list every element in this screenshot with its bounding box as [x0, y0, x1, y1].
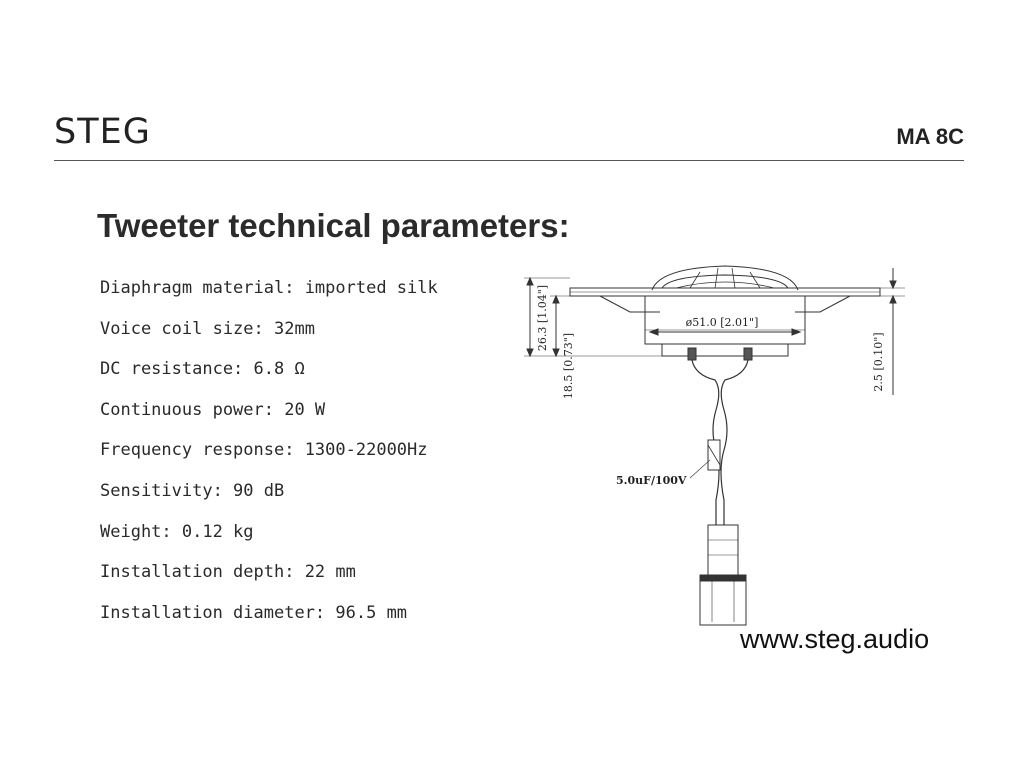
spec-voice-coil: Voice coil size: 32mm	[100, 318, 315, 339]
capacitor-label: 5.0uF/100V	[616, 474, 687, 487]
spec-sensitivity: Sensitivity: 90 dB	[100, 480, 285, 501]
spec-diameter: Installation diameter: 96.5 mm	[100, 602, 408, 623]
page-title: Tweeter technical parameters:	[97, 207, 570, 244]
tweeter-base	[662, 344, 788, 356]
spec-frequency: Frequency response: 1300-22000Hz	[100, 440, 428, 461]
spec-power: Continuous power: 20 W	[100, 399, 326, 420]
connector-housing	[708, 525, 738, 575]
spec-list	[100, 276, 438, 641]
model-name: MA 8C	[896, 124, 964, 149]
spec-weight: Weight: 0.12 kg	[100, 521, 254, 542]
website-url: www.steg.audio	[740, 624, 930, 654]
spec-depth: Installation depth: 22 mm	[100, 562, 356, 583]
brand-logo: STEG	[54, 112, 151, 152]
connector-plug	[700, 575, 746, 625]
dim-overall-height: 26.3 [1.04"]	[536, 284, 549, 352]
spec-diaphragm: Diaphragm material: imported silk	[100, 278, 438, 298]
dim-flange: 2.5 [0.10"]	[872, 332, 885, 392]
dome-outline	[652, 266, 798, 290]
wire-right	[721, 360, 748, 525]
tweeter-technical-drawing	[495, 262, 905, 642]
header-divider	[54, 160, 964, 161]
spec-dc-resistance: DC resistance: 6.8 Ω	[100, 359, 305, 380]
dim-body-height: 18.5 [0.73"]	[562, 332, 575, 400]
dim-diameter: ø51.0 [2.01"]	[685, 316, 759, 329]
